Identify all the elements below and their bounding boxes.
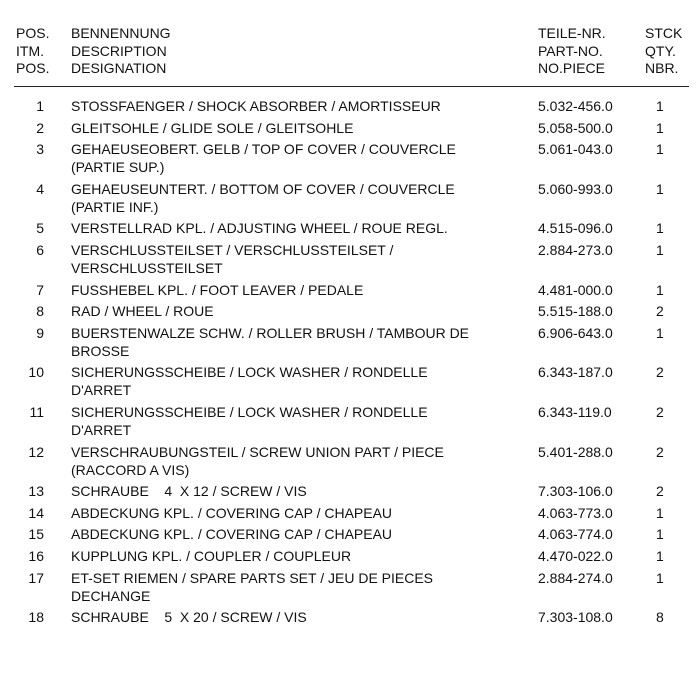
- row-description: KUPPLUNG KPL. / COUPLER / COUPLEUR: [71, 547, 352, 564]
- row-qty: 1: [656, 324, 664, 341]
- row-description: ET-SET RIEMEN / SPARE PARTS SET / JEU DE PIECES DECHANGE: [71, 569, 434, 604]
- row-pos: 3: [36, 141, 44, 158]
- row-part-no: 7.303-108.0: [538, 609, 613, 626]
- table-row: [0, 525, 700, 547]
- row-description: SCHRAUBE 4 X 12 / SCREW / VIS: [71, 483, 307, 500]
- row-description: SCHRAUBE 5 X 20 / SCREW / VIS: [71, 609, 307, 626]
- row-part-no: 2.884-273.0: [538, 241, 613, 258]
- header-description: [71, 25, 171, 78]
- row-pos: 12: [28, 443, 44, 460]
- row-pos: 1: [36, 98, 44, 114]
- row-qty: 1: [656, 504, 664, 521]
- table-row: [0, 547, 700, 569]
- row-qty: 2: [656, 364, 664, 381]
- row-description: GEHAEUSEOBERT. GELB / TOP OF COVER / COUVERCLE (PARTIE SUP.): [71, 141, 456, 176]
- header-qty: [645, 25, 682, 78]
- row-description: BUERSTENWALZE SCHW. / ROLLER BRUSH / TAMBOUR DE BROSSE: [71, 324, 470, 359]
- row-qty: 2: [656, 403, 664, 420]
- header-part-no-en: PART-NO.: [538, 42, 603, 59]
- row-pos: 5: [36, 220, 44, 237]
- row-pos: 4: [36, 180, 44, 197]
- row-part-no: 4.063-774.0: [538, 526, 613, 543]
- row-pos: 18: [28, 609, 44, 626]
- row-pos: 2: [36, 119, 44, 136]
- table-row: [0, 569, 700, 609]
- row-part-no: 5.058-500.0: [538, 119, 613, 136]
- header-qty-en: QTY.: [645, 42, 676, 59]
- row-pos: 9: [36, 324, 44, 341]
- table-row: [0, 180, 700, 220]
- row-qty: 1: [656, 241, 664, 258]
- header-pos-en: ITM.: [16, 42, 44, 59]
- header-pos: [16, 25, 49, 78]
- row-part-no: 4.515-096.0: [538, 220, 613, 237]
- row-qty: 1: [656, 281, 664, 298]
- parts-list: [0, 97, 700, 630]
- row-qty: 1: [656, 220, 664, 237]
- row-part-no: 5.060-993.0: [538, 180, 613, 197]
- row-part-no: 6.343-187.0: [538, 364, 613, 381]
- row-pos: 16: [28, 547, 44, 564]
- row-part-no: 5.061-043.0: [538, 141, 613, 158]
- header-description-en: DESCRIPTION: [71, 42, 167, 59]
- row-qty: 1: [656, 180, 664, 197]
- row-description: ABDECKUNG KPL. / COVERING CAP / CHAPEAU: [71, 526, 393, 543]
- row-part-no: 4.063-773.0: [538, 504, 613, 521]
- table-row: [0, 281, 700, 303]
- row-description: ABDECKUNG KPL. / COVERING CAP / CHAPEAU: [71, 504, 393, 521]
- table-row: [0, 97, 700, 119]
- row-qty: 1: [656, 569, 664, 586]
- row-part-no: 2.884-274.0: [538, 569, 613, 586]
- header-pos-de: POS.: [16, 25, 50, 41]
- row-description: FUSSHEBEL KPL. / FOOT LEAVER / PEDALE: [71, 281, 364, 298]
- row-qty: 1: [656, 547, 664, 564]
- row-description: VERSCHRAUBUNGSTEIL / SCREW UNION PART / PIECE (RACCORD A VIS): [71, 443, 444, 478]
- row-description: VERSTELLRAD KPL. / ADJUSTING WHEEL / ROUE REGL.: [71, 220, 448, 237]
- row-qty: 1: [656, 526, 664, 543]
- row-pos: 6: [36, 241, 44, 258]
- row-qty: 1: [656, 141, 664, 158]
- row-pos: 7: [36, 281, 44, 298]
- table-row: [0, 443, 700, 483]
- row-description: STOSSFAENGER / SHOCK ABSORBER / AMORTISSEUR: [71, 98, 441, 114]
- table-row: [0, 324, 700, 364]
- row-pos: 10: [28, 364, 44, 381]
- row-pos: 17: [28, 569, 44, 586]
- row-description: SICHERUNGSSCHEIBE / LOCK WASHER / RONDELLE D'ARRET: [71, 364, 428, 399]
- table-row: [0, 504, 700, 526]
- row-qty: 1: [656, 119, 664, 136]
- table-row: [0, 482, 700, 504]
- row-description: GLEITSOHLE / GLIDE SOLE / GLEITSOHLE: [71, 119, 354, 136]
- header-description-fr: DESIGNATION: [71, 60, 167, 76]
- header-divider: [14, 86, 689, 87]
- header-part-no: [538, 25, 606, 78]
- row-description: GEHAEUSEUNTERT. / BOTTOM OF COVER / COUVERCLE (PARTIE INF.): [71, 180, 455, 215]
- row-part-no: 4.470-022.0: [538, 547, 613, 564]
- row-pos: 8: [36, 303, 44, 320]
- table-row: [0, 363, 700, 403]
- table-row: [0, 403, 700, 443]
- table-row: [0, 608, 700, 630]
- row-qty: 2: [656, 303, 664, 320]
- header-qty-de: STCK: [645, 25, 683, 41]
- row-qty: 2: [656, 443, 664, 460]
- row-pos: 15: [28, 526, 44, 543]
- table-row: [0, 119, 700, 141]
- row-pos: 13: [28, 483, 44, 500]
- header-part-no-fr: NO.PIECE: [538, 60, 605, 76]
- row-part-no: 5.401-288.0: [538, 443, 613, 460]
- table-row: [0, 302, 700, 324]
- row-qty: 1: [656, 98, 664, 114]
- row-qty: 2: [656, 483, 664, 500]
- header-part-no-de: TEILE-NR.: [538, 25, 606, 41]
- row-pos: 11: [29, 403, 44, 420]
- row-qty: 8: [656, 609, 664, 626]
- row-description: RAD / WHEEL / ROUE: [71, 303, 214, 320]
- table-row: [0, 219, 700, 241]
- header-pos-fr: POS.: [16, 60, 50, 76]
- table-row: [0, 140, 700, 180]
- row-part-no: 5.515-188.0: [538, 303, 613, 320]
- row-part-no: 5.032-456.0: [538, 98, 613, 114]
- row-part-no: 7.303-106.0: [538, 483, 613, 500]
- header-qty-fr: NBR.: [645, 60, 679, 76]
- row-description: VERSCHLUSSTEILSET / VERSCHLUSSTEILSET / VERSCHLUSSTEILSET: [71, 241, 394, 276]
- table-row: [0, 241, 700, 281]
- row-pos: 14: [28, 504, 44, 521]
- row-part-no: 4.481-000.0: [538, 281, 613, 298]
- row-part-no: 6.343-119.0: [538, 403, 612, 420]
- row-description: SICHERUNGSSCHEIBE / LOCK WASHER / RONDELLE D'ARRET: [71, 403, 428, 438]
- header-description-de: BENNENNUNG: [71, 25, 171, 41]
- row-part-no: 6.906-643.0: [538, 324, 613, 341]
